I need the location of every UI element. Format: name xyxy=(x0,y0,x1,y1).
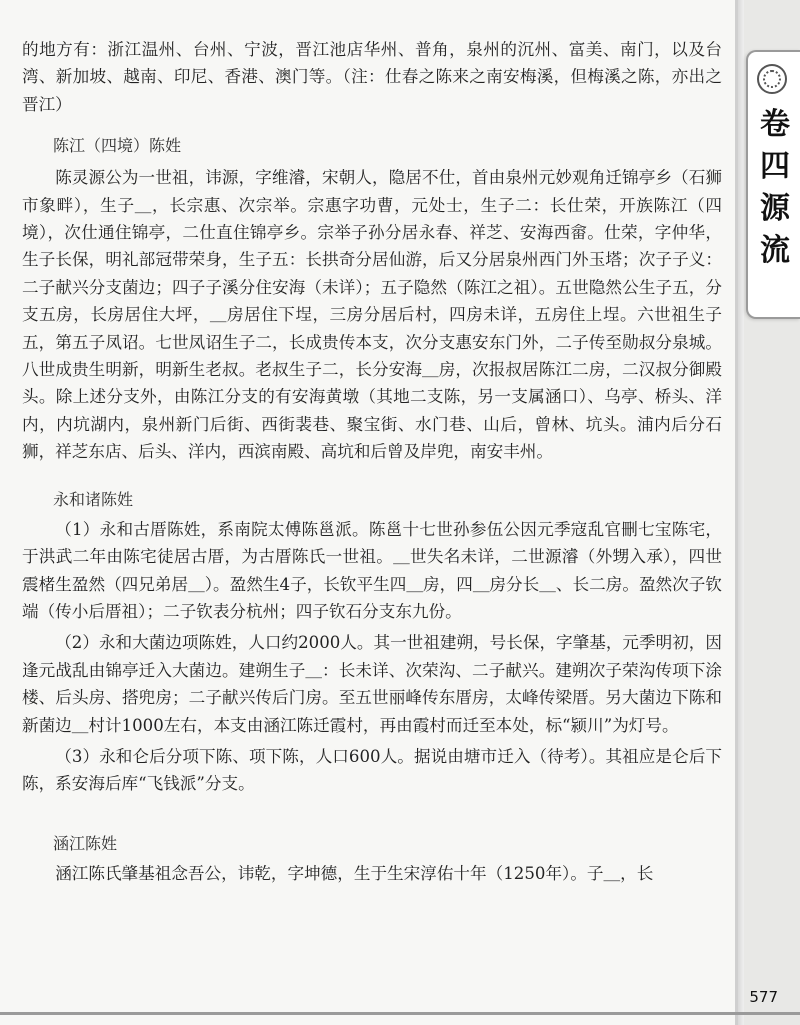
sidebar-strip xyxy=(738,0,744,1025)
section-paragraph-hanjiang: 涵江陈氏肇基祖念吾公，讳乾，字坤德，生于生宋淳佑十年（1250年）。子＿，长 xyxy=(55,863,654,883)
section-paragraph-yonghe-3: （3）永和仑后分项下陈、项下陈，人口600人。据说由塘市迁入（待考）。其祖应是仑后下陈，系安海后库“飞钱派”分支。 xyxy=(22,746,722,794)
section-heading-chenjiang: 陈江（四境）陈姓 xyxy=(53,136,182,156)
chapter-tab-title: 卷四 源流 xyxy=(760,107,790,268)
page-number: 577 xyxy=(749,988,778,1006)
chapter-tab[interactable] xyxy=(746,50,800,319)
section-paragraph-chenjiang: 陈灵源公为一世祖，讳源，字维濬，宋朝人，隐居不仕，首由泉州元妙观角迁锦亭乡（石狮市象畔），生子＿，长宗惠、次宗举。宗惠字功曹，元处士，生子二：长仕荣，开族陈江（四境），次仕通住锦亭，二仕直住锦亭乡。宗举子孙分居永春、祥芝、安海西畲。仕荣，字仲华，生子长保，明礼部冠带荣身，生子五：长拱奇分居仙游，后又分居泉州西门外玉塔；次子子义：二子献兴分支菌边；四子子溪分住安海（未详）；五子隐然（陈江之祖）。五世隐然公生子五，分支五房，长房居住大坪，＿房居住下埕，三房分居后村，四房未详，五房住上埕。六世祖生子五，第五子凤诏。七世凤诏生子二，长成贵传本支，次分支惠安东门外，二子传至勋叔分泉城。八世成贵生明新，明新生老叔。老叔生子二，长分安海＿房，次报叔居陈江二房，二汉叔分御殿头。除上述分支外，由陈江分支的有安海黄墩（其地二支陈，另一支属涵口）、乌亭、桥头、洋内，内坑湖内，泉州新门后街、西街裴巷、聚宝街、水门巷、山后，曾林、坑头。浦内后分石狮，祥芝东店、后头、洋内，西滨南殿、高坑和后曾及岸兜，南安丰州。 xyxy=(22,168,722,462)
section-paragraph-yonghe-1: （1）永和古厝陈姓，系南院太傅陈邕派。陈邕十七世孙参伍公因元季寇乱官刪七宝陈宅，于洪武二年由陈宅徒居古厝，为古厝陈氏一世祖。＿世失名未详，二世源濬（外甥入承），四世震楮生盈然（四兄弟居＿）。盈然生4子，长钦平生四＿房，四＿房分长＿、长二房。盈然次子钦端（传小后厝祖）；二子钦表分杭州；四子钦石分支东九份。 xyxy=(22,519,722,621)
emblem-icon xyxy=(757,64,787,94)
intro-paragraph: 的地方有：浙江温州、台州、宁波，晋江池店华州、普角，泉州的沉州、富美、南门，以及台湾、新加坡、越南、印尼、香港、澳门等。（注：仕春之陈来之南安梅溪，但梅溪之陈，亦出之晋江） xyxy=(22,40,722,114)
emblem-inner-ring xyxy=(763,70,781,88)
chapter-sidebar xyxy=(735,0,800,1025)
section-heading-yonghe: 永和诸陈姓 xyxy=(53,489,134,509)
section-heading-hanjiang: 涵江陈姓 xyxy=(53,833,118,853)
bottom-divider xyxy=(0,1012,800,1015)
page-content xyxy=(22,36,722,887)
section-paragraph-yonghe-2: （2）永和大菌边项陈姓，人口约2000人。其一世祖建朔，号长保，字肇基，元季明初，因逢元战乱由锦亭迁入大菌边。建朔生子＿：长未详、次荣沟、二子献兴。建朔次子荣沟传项下涂楼、后头房、搭兜房；二子献兴传后门房。至五世丽峰传东厝房，太峰传梁厝。另大菌边下陈和新菌边＿村计1000左右，本支由涵江陈迁霞村，再由霞村而迁至本处，标“颍川”为灯号。 xyxy=(22,633,722,735)
